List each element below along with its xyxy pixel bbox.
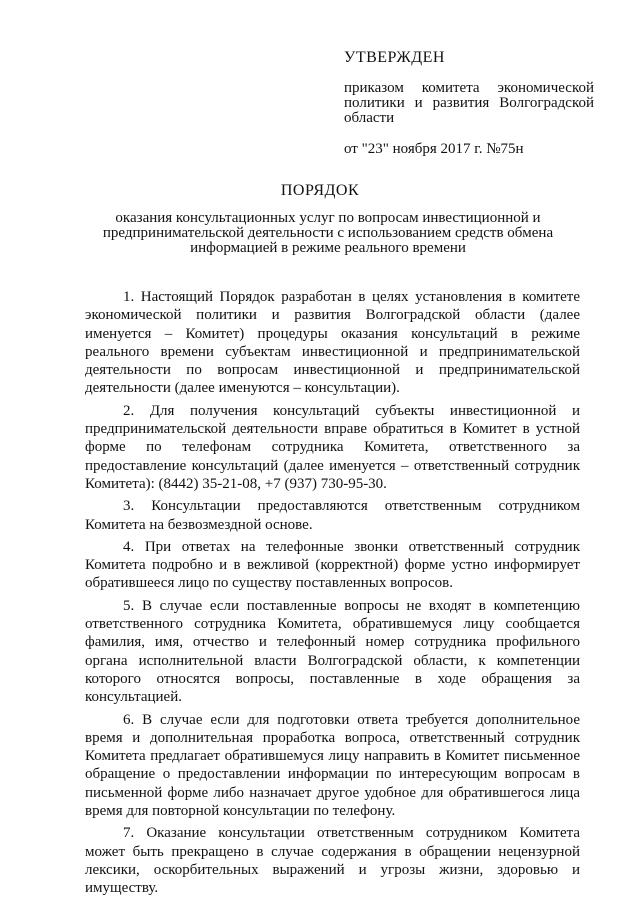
document-title: ПОРЯДОК: [280, 182, 360, 199]
approved-heading: УТВЕРЖДЕН: [344, 49, 445, 66]
paragraph-2: 2. Для получения консультаций субъекты инвестиционной и предпринимательской деятельности вправе обратиться в Комитет в устной форме по телефонам сотрудника Комитета, ответственного за предоставление консультаций (далее именуется – ответственный сотрудник Комитета): (8442) 35-21-08, +7 (937) 730-95-30.: [85, 402, 580, 492]
paragraph-5: 5. В случае если поставленные вопросы не входят в компетенцию ответственного сотрудника Комитета, обратившемуся лицу сообщается фамилия, имя, отчество и телефонный номер сотрудника профильного органа исполнительной власти Волгоградской области, к компетенции которого относятся вопросы, поставленные в ходе обращения за консультацией.: [85, 597, 580, 706]
approval-block: [344, 50, 594, 157]
document-body: [85, 288, 580, 902]
paragraph-3: 3. Консультации предоставляются ответственным сотрудником Комитета на безвозмездной основе.: [85, 498, 580, 533]
paragraph-4: 4. При ответах на телефонные звонки ответственный сотрудник Комитета подробно и в вежливой (корректной) форме устно информирует обратившееся лицо по существу поставленных вопросов.: [85, 538, 580, 592]
paragraph-7: 7. Оказание консультации ответственным сотрудником Комитета может быть прекращено в случае содержания в обращении нецензурной лексики, оскорбительных выражений и угрозы жизни, здоровью и имуществу.: [85, 825, 580, 897]
document-subtitle: оказания консультационных услуг по вопросам инвестиционной и предпринимательской деятельности с использованием средств обмена информацией в режиме реального времени: [102, 210, 554, 256]
approval-order-text: приказом комитета экономической политики и развития Волгоградской области: [344, 80, 594, 126]
paragraph-6: 6. В случае если для подготовки ответа требуется дополнительное время и дополнительная проработка вопроса, ответственный сотрудник Комитета предлагает обратившемуся лицу направить в Комитет письменное обращение о предоставлении информации по интересующим вопросам в письменной форме либо назначает другое удобное для обратившегося лица время для повторной консультации по телефону.: [85, 711, 580, 820]
paragraph-1: 1. Настоящий Порядок разработан в целях установления в комитете экономической политики и развития Волгоградской области (далее именуется – Комитет) процедуры оказания консультаций в режиме реального времени субъектам инвестиционной и предпринимательской деятельности по вопросам инвестиционной и предпринимательской деятельности (далее именуются – консультации).: [85, 289, 580, 397]
approval-order-date: от "23" ноября 2017 г. №75н: [344, 141, 524, 157]
